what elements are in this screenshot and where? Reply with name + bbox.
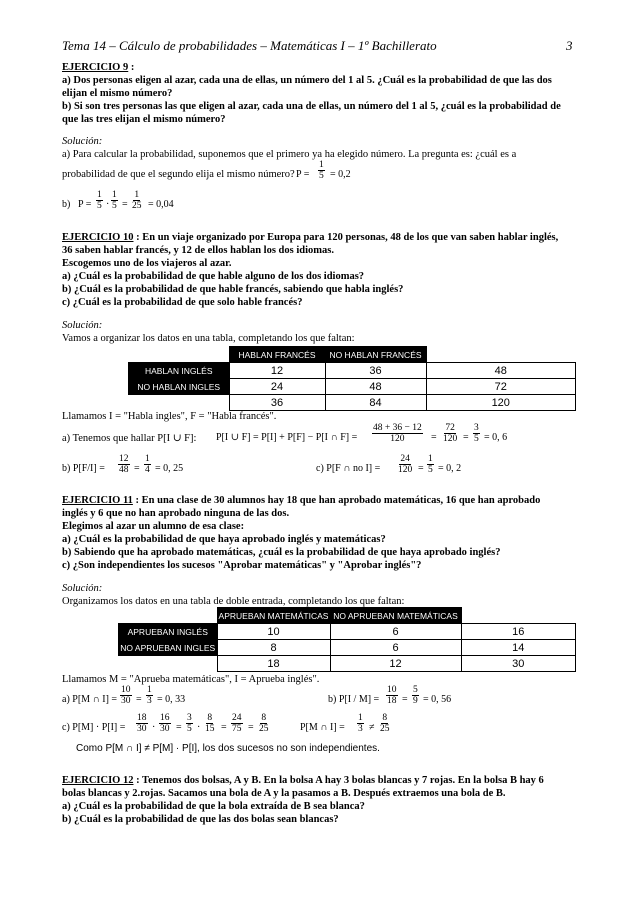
ej11-a-lhs: a) P[M ∩ I] = xyxy=(62,694,118,705)
denominator: 120 xyxy=(390,434,405,444)
ej9-b-fraction-1 xyxy=(96,190,103,211)
ej9-b-eq: = xyxy=(122,199,128,210)
numerator: 1 xyxy=(319,160,324,170)
ej10-a-eq: = xyxy=(431,432,437,443)
header-title: Tema 14 – Cálculo de probabilidades – Matemáticas I – 1º Bachillerato xyxy=(62,38,437,53)
ej10-question-a: a) ¿Cuál es la probabilidad de que hable alguno de los dos idiomas? xyxy=(62,271,365,282)
ej12-title: EJERCICIO 12 xyxy=(62,775,134,786)
ej10-a-eq2: = xyxy=(463,432,469,443)
table-corner xyxy=(461,608,576,624)
ej10-intro: : En un viaje organizado por Europa para 120 personas, 48 de los que van saben hablar inglés, xyxy=(133,232,559,243)
ej11-c-fraction-1 xyxy=(136,713,148,734)
ej12-intro: : Tenemos dos bolsas, A y B. En la bolsa A hay 3 bolas blancas y 7 rojas. En la bolsa B hay 6 xyxy=(133,775,544,786)
ej9-solution-label: Solución: xyxy=(62,136,103,147)
table-row xyxy=(119,640,576,656)
ej10-line2: 36 saben hablar francés, y 12 de ellos hablan los dos idiomas. xyxy=(62,245,334,256)
ej11-c-fraction-4 xyxy=(204,713,216,734)
ej11-b-eq: = xyxy=(402,694,408,705)
table-cell: 12 xyxy=(330,656,461,672)
ej10-solution-line1: Vamos a organizar los datos en una tabla, completando los que faltan: xyxy=(62,333,355,344)
ej11-a-rhs: = 0, 33 xyxy=(157,694,186,705)
denominator: 5 xyxy=(428,465,433,475)
ej11-question-b: b) Sabiendo que ha aprobado matemáticas, ¿cuál es la probabilidad de que haya aprobado inglés? xyxy=(62,547,501,558)
ej11-c-lhs: c) P[M] · P[I] = xyxy=(62,722,126,733)
table-corner xyxy=(129,347,230,363)
ej11-question-a: a) ¿Cuál es la probabilidad de que haya aprobado inglés y matemáticas? xyxy=(62,534,386,545)
table-row-label xyxy=(119,656,218,672)
ej11-question-c: c) ¿Son independientes los sucesos "Aprobar matemáticas" y "Aprobar inglés"? xyxy=(62,560,422,571)
numerator: 24 xyxy=(232,713,242,723)
ej11-intro: : En una clase de 30 alumnos hay 18 que han aprobado matemáticas, 16 que han aprobado xyxy=(132,495,541,506)
denominator: 120 xyxy=(398,465,413,475)
table-cell: 10 xyxy=(217,624,330,640)
ej10-b-fraction-2 xyxy=(144,454,151,475)
denominator: 25 xyxy=(259,724,269,734)
ej11-c-fraction-6 xyxy=(258,713,270,734)
numerator: 1 xyxy=(358,713,363,723)
ej11-c-fraction-3 xyxy=(186,713,193,734)
table-cell: 18 xyxy=(217,656,330,672)
ej11-heading xyxy=(62,494,540,507)
ej9-heading xyxy=(62,61,134,74)
numerator: 10 xyxy=(121,685,131,695)
numerator: 8 xyxy=(382,713,388,723)
numerator: 72 xyxy=(445,423,455,433)
ej9-b-lhs: P = xyxy=(78,199,92,210)
ej9-b-fraction-3 xyxy=(131,190,143,211)
ej10-title: EJERCICIO 10 xyxy=(62,232,134,243)
ej10-c-rhs: = 0, 2 xyxy=(438,463,462,474)
ej9-b-rhs: = 0,04 xyxy=(148,199,174,210)
numerator: 18 xyxy=(137,713,147,723)
table-cell: 36 xyxy=(229,395,325,411)
table-cell: 84 xyxy=(325,395,426,411)
ej11-table xyxy=(118,607,576,672)
ej10-b-rhs: = 0, 25 xyxy=(155,463,184,474)
ej10-c-eq: = xyxy=(418,463,424,474)
denominator: 120 xyxy=(443,434,458,444)
ej11-solution-line1: Organizamos los datos en una tabla de doble entrada, completando los que faltan: xyxy=(62,596,405,607)
ej10-a-expr: P[I ∪ F] = P[I] + P[F] − P[I ∩ F] = xyxy=(216,432,358,443)
table-row-label: APRUEBAN INGLÉS xyxy=(119,624,218,640)
table-cell: 72 xyxy=(426,379,576,395)
ej12-line2: bolas blancas y 2.rojas. Sacamos una bola de A y la pasamos a B. Después extraemos una bola de B. xyxy=(62,788,506,799)
page-number: 3 xyxy=(566,38,573,53)
ej10-heading xyxy=(62,231,558,244)
ej9-a-rhs: = 0,2 xyxy=(330,169,351,180)
ej11-c2-neq: ≠ xyxy=(369,722,375,733)
numerator: 12 xyxy=(119,454,129,464)
table-cell: 8 xyxy=(217,640,330,656)
table-header-row xyxy=(129,347,576,363)
table-row-label: HABLAN INGLÉS xyxy=(129,363,230,379)
numerator: 8 xyxy=(207,713,213,723)
denominator: 48 xyxy=(119,465,129,475)
numerator: 5 xyxy=(413,685,418,695)
ej11-c-eq: = xyxy=(176,722,182,733)
numerator: 3 xyxy=(187,713,192,723)
ej12-question-b: b) ¿Cuál es la probabilidad de que las dos bolas sean blancas? xyxy=(62,814,339,825)
table-header: NO HABLAN FRANCÉS xyxy=(325,347,426,363)
ej9-a-lhs: P = xyxy=(296,169,310,180)
denominator: 5 xyxy=(474,434,479,444)
ej11-c2-fraction-2 xyxy=(379,713,391,734)
ej10-a-rhs: = 0, 6 xyxy=(484,432,508,443)
denominator: 5 xyxy=(187,724,192,734)
table-cell: 30 xyxy=(461,656,576,672)
ej11-c-fraction-2 xyxy=(159,713,171,734)
ej11-c-eq2: = xyxy=(221,722,227,733)
numerator: 8 xyxy=(261,713,267,723)
table-corner xyxy=(119,608,218,624)
ej10-solution-label: Solución: xyxy=(62,320,103,331)
table-cell: 36 xyxy=(325,363,426,379)
ej11-c-eq3: = xyxy=(248,722,254,733)
denominator: 25 xyxy=(380,724,390,734)
ej9-b-fraction-2 xyxy=(111,190,118,211)
ej11-b-lhs: b) P[I / M] = xyxy=(328,694,380,705)
table-row xyxy=(129,395,576,411)
table-row xyxy=(129,379,576,395)
denominator: 25 xyxy=(132,201,142,211)
ej11-c-fraction-5 xyxy=(231,713,243,734)
ej10-b-eq: = xyxy=(134,463,140,474)
ej11-a-fraction-1 xyxy=(120,685,132,706)
ej11-title: EJERCICIO 11 xyxy=(62,495,133,506)
ej11-a-eq: = xyxy=(136,694,142,705)
numerator: 1 xyxy=(97,190,102,200)
ej9-b-dot: · xyxy=(106,199,110,210)
denominator: 5 xyxy=(97,201,102,211)
ej10-c-fraction-2 xyxy=(427,454,434,475)
ej11-b-fraction-2 xyxy=(412,685,419,706)
numerator: 1 xyxy=(428,454,433,464)
ej10-b-fraction-1 xyxy=(118,454,130,475)
ej10-llamamos: Llamamos I = "Habla ingles", F = "Habla francés". xyxy=(62,411,277,422)
ej9-solution-line2: probabilidad de que el segundo elija el mismo número? xyxy=(62,169,295,180)
ej11-c-dot2: · xyxy=(197,722,201,733)
table-cell: 6 xyxy=(330,640,461,656)
ej11-b-rhs: = 0, 56 xyxy=(423,694,452,705)
denominator: 30 xyxy=(137,724,147,734)
ej10-a-text: a) Tenemos que hallar P[I ∪ F]: xyxy=(62,433,197,444)
numerator: 24 xyxy=(400,454,410,464)
ej12-question-a: a) ¿Cuál es la probabilidad de que la bola extraída de B sea blanca? xyxy=(62,801,365,812)
denominator: 5 xyxy=(112,201,117,211)
ej11-a-fraction-2 xyxy=(146,685,153,706)
table-header-row xyxy=(119,608,576,624)
ej10-question-c: c) ¿Cuál es la probabilidad de que solo hable francés? xyxy=(62,297,303,308)
numerator: 1 xyxy=(134,190,140,200)
numerator: 10 xyxy=(387,685,397,695)
ej9-question-b2: que las tres elijan el mismo número? xyxy=(62,114,226,125)
ej9-colon: : xyxy=(128,62,135,73)
ej11-conclusion: Como P[M ∩ I] ≠ P[M] · P[I], los dos sucesos no son independientes. xyxy=(76,743,380,754)
ej10-question-b: b) ¿Cuál es la probabilidad de que hable francés, sabiendo que habla inglés? xyxy=(62,284,404,295)
table-cell: 48 xyxy=(325,379,426,395)
denominator: 5 xyxy=(319,171,324,181)
denominator: 75 xyxy=(232,724,242,734)
ej10-a-fraction-1 xyxy=(372,423,423,444)
table-cell: 48 xyxy=(426,363,576,379)
denominator: 30 xyxy=(160,724,170,734)
ej10-c-lhs: c) P[F ∩ no I] = xyxy=(316,463,381,474)
table-row xyxy=(119,624,576,640)
ej11-llamamos: Llamamos M = "Aprueba matemáticas", I = Aprueba inglés". xyxy=(62,674,320,685)
ej11-line2: inglés y 6 que no han aprobado ninguna de las dos. xyxy=(62,508,290,519)
ej12-heading xyxy=(62,774,544,787)
table-cell: 6 xyxy=(330,624,461,640)
table-row xyxy=(129,363,576,379)
ej10-a-fraction-3 xyxy=(473,423,480,444)
ej9-a-fraction xyxy=(318,160,325,181)
numerator: 48 + 36 − 12 xyxy=(373,423,422,433)
table-row xyxy=(119,656,576,672)
table-cell: 14 xyxy=(461,640,576,656)
ej9-title: EJERCICIO 9 xyxy=(62,62,129,73)
numerator: 1 xyxy=(145,454,150,464)
ej10-b-lhs: b) P[F/I] = xyxy=(62,463,105,474)
table-header: HABLAN FRANCÉS xyxy=(229,347,325,363)
ej9-question-b1: b) Si son tres personas las que eligen al azar, cada una de ellas, un número del 1 al 5, ¿cuál es la probabilidad de xyxy=(62,101,561,112)
table-row-label: NO APRUEBAN INGLES xyxy=(119,640,218,656)
table-cell: 120 xyxy=(426,395,576,411)
table-header: APRUEBAN MATEMÁTICAS xyxy=(217,608,330,624)
table-cell: 24 xyxy=(229,379,325,395)
ej11-solution-label: Solución: xyxy=(62,583,103,594)
ej9-b-label: b) xyxy=(62,199,71,210)
ej9-solution-line1: a) Para calcular la probabilidad, suponemos que el primero ya ha elegido número. La pregunta es: ¿cuál es a xyxy=(62,149,517,160)
ej11-c2-fraction-1 xyxy=(357,713,364,734)
ej11-line3: Elegimos al azar un alumno de esa clase: xyxy=(62,521,245,532)
denominator: 4 xyxy=(145,465,150,475)
ej9-question-a1: a) Dos personas eligen al azar, cada una de ellas, un número del 1 al 5. ¿Cuál es la probabilidad de que las dos xyxy=(62,75,552,86)
ej9-question-a2: elijan el mismo número? xyxy=(62,88,173,99)
denominator: 30 xyxy=(121,696,131,706)
table-row-label xyxy=(129,395,230,411)
table-cell: 16 xyxy=(461,624,576,640)
ej11-b-fraction-1 xyxy=(386,685,398,706)
denominator: 3 xyxy=(358,724,363,734)
table-corner xyxy=(426,347,576,363)
numerator: 16 xyxy=(160,713,170,723)
numerator: 1 xyxy=(112,190,117,200)
ej11-c2-lhs: P[M ∩ I] = xyxy=(300,722,345,733)
table-cell: 12 xyxy=(229,363,325,379)
ej10-table xyxy=(128,346,576,411)
ej10-c-fraction-1 xyxy=(397,454,413,475)
ej11-c-dot: · xyxy=(152,722,156,733)
numerator: 1 xyxy=(147,685,152,695)
ej10-a-fraction-2 xyxy=(442,423,458,444)
denominator: 9 xyxy=(413,696,418,706)
denominator: 18 xyxy=(387,696,397,706)
numerator: 3 xyxy=(474,423,479,433)
table-row-label: NO HABLAN INGLES xyxy=(129,379,230,395)
denominator: 3 xyxy=(147,696,152,706)
ej10-line3: Escogemos uno de los viajeros al azar. xyxy=(62,258,232,269)
table-header: NO APRUEBAN MATEMÁTICAS xyxy=(330,608,461,624)
denominator: 15 xyxy=(205,724,215,734)
